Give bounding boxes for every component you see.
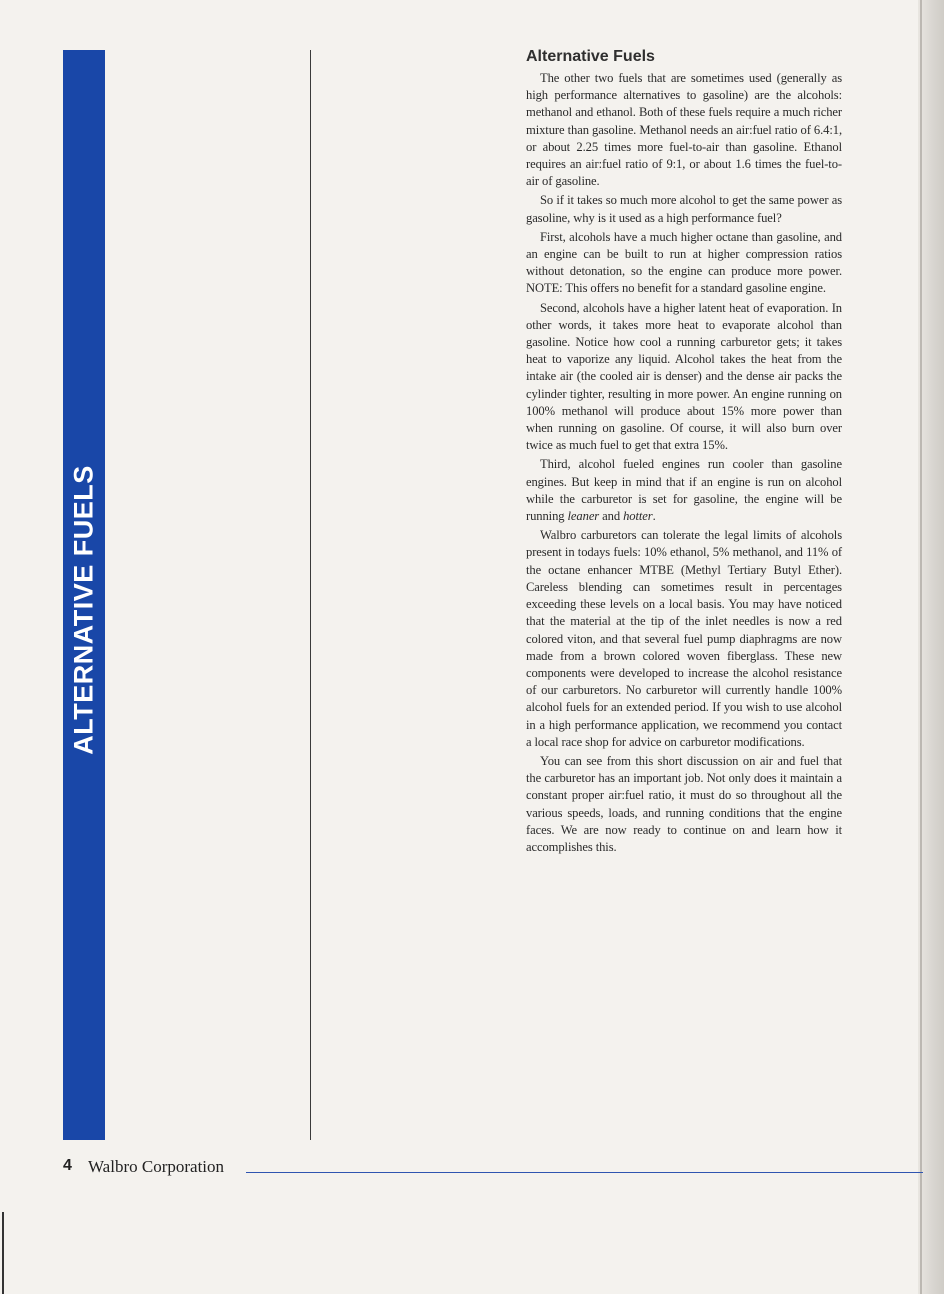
third-reason-text: Third, alcohol fueled engines run cooler than gasoline engines. But keep in mind that if an engine is run on alcohol while the carburetor is set for gasoline, the engine will be running [526, 457, 842, 524]
emphasis-hotter: hotter [623, 509, 653, 524]
paragraph-intro: The other two fuels that are sometimes used (generally as high performance alternatives to gasoline) are the alcohols: methanol and ethanol. Both of these fuels require a much richer mixture than gasoline. Methanol needs an air:fuel ratio of 6.4:1, or about 2.25 times more fuel-to-air than gasoline. Ethanol requires an air:fuel ratio of 9:1, or about 1.6 times the fuel-to-air of gasoline. [526, 71, 842, 189]
article-heading: Alternative Fuels [526, 48, 655, 65]
paragraph-conclusion: You can see from this short discussion on air and fuel that the carburetor has an important job. Not only does it maintain a constant proper air:fuel ratio, it must do so throughout all the various speeds, loads, and running conditions that the engine faces. We are now ready to continue on and learn how it accomplishes this. [526, 753, 842, 854]
company-name: Walbro Corporation [88, 1157, 225, 1176]
page-number: 4 [63, 1157, 72, 1174]
paragraph-second-reason: Second, alcohols have a higher latent heat of evaporation. In other words, it takes more heat to evaporate alcohol than gasoline. Notice how cool a running carburetor gets; it takes heat to vaporize any liquid. Alcohol takes the heat from the intake air (the cooled air is denser) and the dense air packs the cylinder tighter, resulting in more power. An engine running on 100% methanol will produce about 15% more power than when running on gasoline. Of course, it will also burn over twice as much fuel to get that extra 15%. [526, 300, 842, 453]
page-footer [63, 1155, 923, 1179]
paragraph-first-reason: First, alcohols have a much higher octane than gasoline, and an engine can be built to run at higher compression ratios without detonation, so the engine can produce more power. NOTE: This offers no benefit for a standard gasoline engine. [526, 229, 842, 296]
emphasis-leaner: leaner [567, 509, 600, 524]
paragraph-question: So if it takes so much more alcohol to get the same power as gasoline, why is it used as a high performance fuel? [526, 193, 842, 225]
paragraph-third-reason [526, 456, 842, 525]
page-edge [920, 0, 922, 1294]
section-side-label: ALTERNATIVE FUELS [68, 465, 99, 755]
column-divider [310, 50, 311, 1140]
scan-edge-mark [2, 1212, 4, 1294]
footer-rule [246, 1172, 923, 1173]
third-reason-end: . [652, 509, 656, 524]
paragraph-walbro-tolerance: Walbro carburetors can tolerate the legal limits of alcohols present in todays fuels: 10% ethanol, 5% methanol, and 11% of the octane enhancer MTBE (Methyl Tertiary Butyl Ether). Careless blending can sometimes result in percentages exceeding these levels on a local basis. You may have noticed that the material at the tip of the inlet needles is now a red colored viton, and that several fuel pump diaphragms are now made from a brown colored woven fiberglass. These new components were developed to increase the alcohol resistance of our carburetors. No carburetor will currently handle 100% alcohol fuels for an extended period. If you wish to use alcohol in a high performance application, we recommend you contact a local race shop for advice on carburetor modifications. [526, 528, 842, 749]
third-reason-conjunction: and [599, 509, 624, 524]
article-column [526, 48, 842, 858]
